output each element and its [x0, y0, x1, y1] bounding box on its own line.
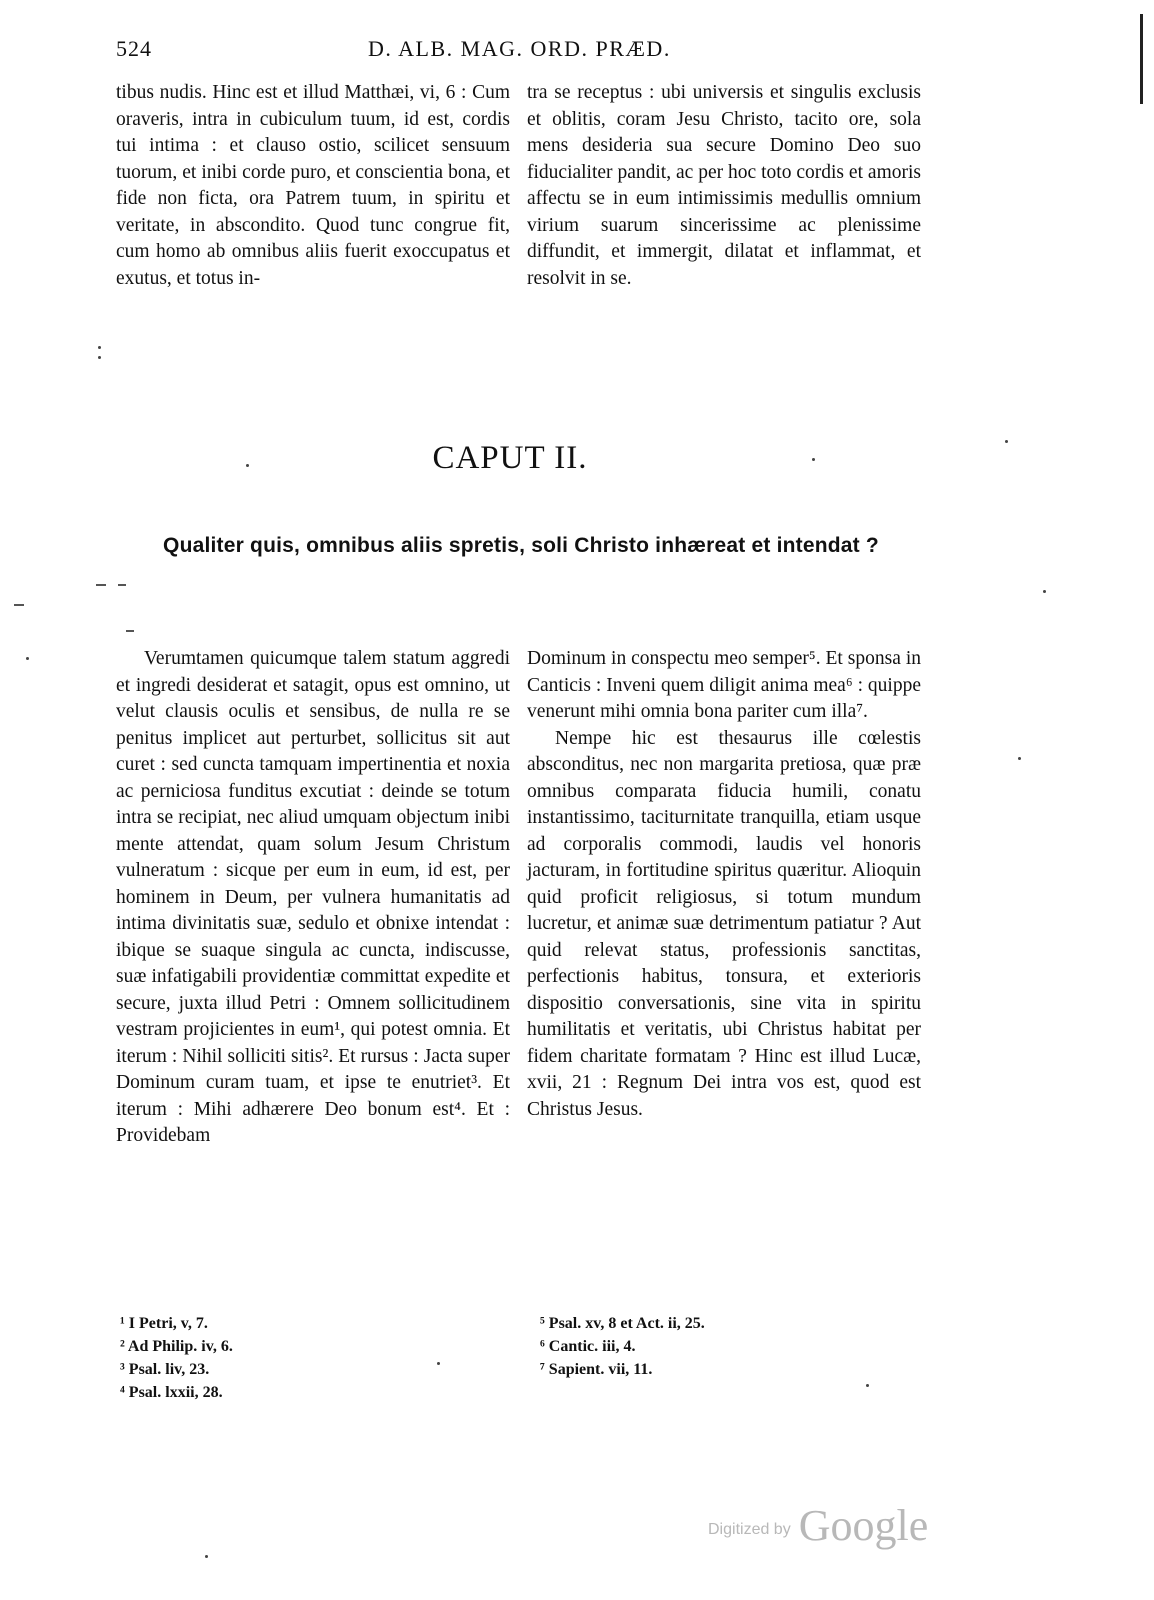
page-header	[116, 36, 936, 72]
top-left-paragraph: tibus nudis. Hinc est et illud Matthæi, vi, 6 : Cum oraveris, intra in cubiculum tuum, id est, cordis tui intima : et clauso ostio, scilicet sensuum tuorum, et inibi corde puro, et conscientia bona, et fide non ficta, ora Patrem tuum, in spiritu et veritate, in abscondito. Quod tunc congrue fit, cum homo ab omnibus aliis fuerit exoccupatus et exutus, et totus in-	[116, 82, 510, 289]
scan-mark	[118, 584, 126, 586]
scan-speck	[1018, 757, 1021, 760]
footnote: ⁶ Cantic. iii, 4.	[540, 1338, 636, 1355]
scan-mark	[126, 630, 134, 632]
body-right-column	[527, 646, 921, 1123]
scan-mark	[14, 604, 24, 606]
body-right-paragraph-1: Dominum in conspectu meo semper⁵. Et sponsa in Canticis : Inveni quem diligit anima mea⁶ : quippe venerunt mihi omnia bona pariter cum illa⁷.	[527, 648, 921, 722]
footnote: ¹ I Petri, v, 7.	[120, 1315, 208, 1332]
page-number: 524	[116, 36, 152, 61]
scan-speck	[98, 356, 101, 359]
body-left-paragraph: Verumtamen quicumque talem statum aggredi et ingredi desiderat et satagit, opus est omnino, ut velut clausis oculis et sensibus, de nulla re se penitus implicet aut perturbet, sollicitus sit aut curet : sed cuncta tamquam impertinentia et noxia ac perniciosa funditus excutiat : deinde se totum intra se recipiat, nec aliud umquam objectum inibi mente attendat, quam solum Jesum Christum vulneratum : sicque per eum in eum, id est, per hominem in Deum, per vulnera humanitatis ad intima divinitatis suæ, sedulo et obnixe intendat : ibique se suaque singula ac cuncta, indiscusse, suæ infatigabili providentiæ committat expedite et secure, juxta illud Petri : Omnem sollicitudinem vestram projicientes in eum¹, qui potest omnia. Et iterum : Nihil solliciti sitis². Et rursus : Jacta super Dominum curam tuam, et ipse te enutriet³. Et iterum : Mihi adhærere Deo bonum est⁴. Et : Providebam	[116, 648, 510, 1146]
digitized-by-label: Digitized by	[708, 1521, 791, 1538]
chapter-subtitle: Qualiter quis, omnibus aliis spretis, soli Christo inhæreat et intendat ?	[163, 534, 879, 557]
digitized-watermark	[708, 1500, 928, 1551]
scan-mark	[96, 584, 106, 586]
top-right-paragraph: tra se receptus : ubi universis et singulis exclusis et oblitis, coram Jesu Christo, tacito ore, sola mens desideria sua secure Domino Deo suo fiducialiter pandit, ac per hoc toto cordis et amoris affectu se in eum intimissimis medullis omnium virium suarum sincerissime ac plenissime diffundit, et immergit, dilatat et inflammat, et resolvit in se.	[527, 82, 921, 289]
body-left-column	[116, 646, 510, 1150]
scan-speck	[26, 657, 29, 660]
scan-speck	[866, 1384, 869, 1387]
footnote: ² Ad Philip. iv, 6.	[120, 1338, 233, 1355]
top-left-column	[116, 80, 510, 292]
top-right-column	[527, 80, 921, 292]
footnote: ⁵ Psal. xv, 8 et Act. ii, 25.	[540, 1315, 705, 1332]
google-logo: Google	[798, 1501, 929, 1550]
footnote: ⁴ Psal. lxxii, 28.	[120, 1384, 223, 1401]
body-right-paragraph-2: Nempe hic est thesaurus ille cœlestis absconditus, nec non margarita pretiosa, quæ præ omnibus comparata fiducia humili, conatu instantissimo, taciturnitate tranquilla, etiam usque ad corporalis commodi, laudis vel honoris jacturam, in fortitudine spiritus quæritur. Alioquin quid proficit religiosus, si totum mundum lucretur, et animæ suæ detrimentum patiatur ? Aut quid relevat status, professionis sanctitas, perfectionis habitus, tonsura, et exterioris dispositio conversationis, sine vita in spiritu humilitatis et veritatis, ubi Christus habitat per fidem charitate formatam ? Hinc est illud Lucæ, xvii, 21 : Regnum Dei intra vos est, quod est Christus Jesus.	[527, 727, 921, 1120]
footnote: ³ Psal. liv, 23.	[120, 1361, 210, 1378]
scan-speck	[437, 1362, 440, 1365]
chapter-title: CAPUT II.	[432, 440, 588, 476]
scan-speck	[98, 346, 101, 349]
scan-speck	[1043, 590, 1046, 593]
footnotes-left	[120, 1312, 233, 1404]
footnotes-right	[540, 1312, 705, 1381]
margin-rule	[1140, 14, 1143, 104]
scan-speck	[205, 1555, 208, 1558]
scan-speck	[1005, 440, 1008, 443]
running-head: D. ALB. MAG. ORD. PRÆD.	[368, 36, 671, 61]
footnote: ⁷ Sapient. vii, 11.	[540, 1361, 653, 1378]
scan-speck	[812, 458, 815, 461]
scan-speck	[246, 464, 249, 467]
